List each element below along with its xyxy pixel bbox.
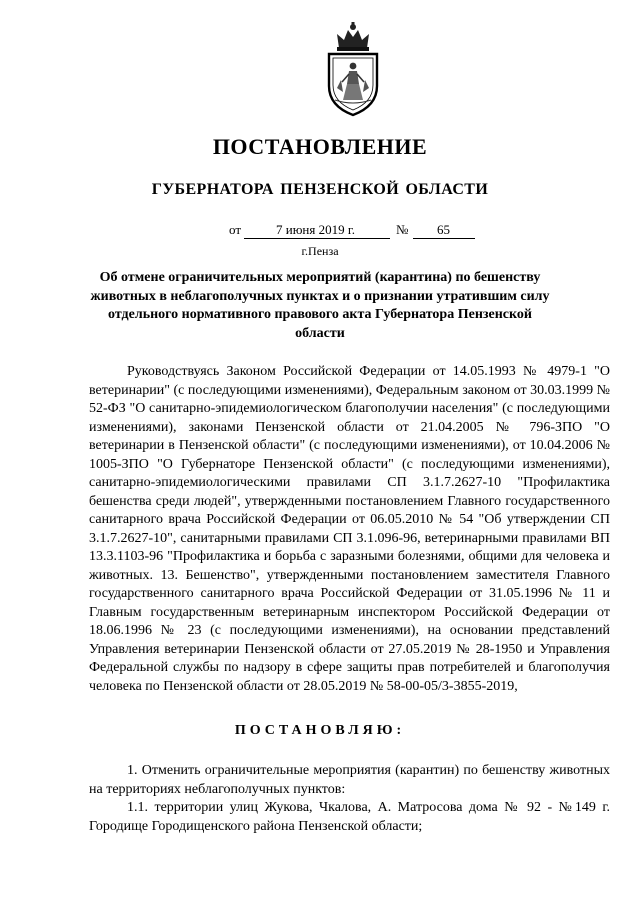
preamble-block: [89, 363, 610, 696]
preamble-paragraph: Руководствуясь Законом Российской Федерации от 14.05.1993 № 4979-1 "О ветеринарии" (с последующими изменениями), Федеральным законом от 30.03.1999 № 52-ФЗ "О санитарно-эпидемиологическом благополучии населения" (с последующими изменениями), законами Пензенской области от 21.04.2005 № 796-ЗПО "О ветеринарии в Пензенской области" (с последующими изменениями), от 10.04.2006 № 1005-ЗПО "О Губернаторе Пензенской области" (с последующими изменениями), санитарно-эпидемиологическими правилами СП 3.1.7.2627-10 "Профилактика бешенства среди людей", утвержденными постановлением Главного государственного санитарного врача Российской Федерации от 06.05.2010 № 54 "Об утверждении СП 3.1.7.2627-10", санитарными правилами СП 3.1.096-96, ветеринарными правилами ВП 13.3.1103-96 "Профилактика и борьба с заразными болезнями, общими для человека и животных. 13. Бешенство", утвержденными постановлением заместителя Главного государственного санитарного врача Российской Федерации от 31.05.1996 № 11 и Главным государственным ветеринарным инспектором Российской Федерации от 18.06.1996 № 23 (с последующими изменениями), на основании представлений Управления ветеринарии Пензенской области от 27.05.2019 № 28-1950 и Управления Федеральной службы по надзору в сфере защиты прав потребителей и благополучия человека по Пензенской области от 28.05.2019 № 58-00-05/3-3855-2019,: [89, 364, 610, 694]
items-block: [89, 762, 610, 836]
document-title: ПОСТАНОВЛЕНИЕ: [212, 134, 428, 159]
item-1: 1. Отменить ограничительные мероприятия (карантин) по бешенству животных на территориях неблагополучных пунктов:: [89, 763, 610, 797]
number-label: №: [396, 222, 409, 237]
item-1-1: 1.1. территории улиц Жукова, Чкалова, А. Матросова дома № 92 - №149 г. Городище Городищенского района Пензенской области;: [89, 800, 610, 834]
penza-coat-of-arms-icon: [323, 22, 383, 118]
date-underline: [244, 238, 390, 239]
document-date: 7 июня 2019 г.: [276, 222, 355, 237]
document-subtitle: ГУБЕРНАТОРА ПЕНЗЕНСКОЙ ОБЛАСТИ: [151, 181, 489, 198]
decree-word: ПОСТАНОВЛЯЮ:: [234, 723, 406, 738]
city: г.Пенза: [301, 244, 339, 258]
document-heading: Об отмене ограничительных мероприятий (карантина) по бешенству животных в неблагополучных пунктах и о признании утратившим силу отдельного нормативного правового акта Губернатора Пензенской области: [90, 270, 550, 341]
date-from-label: от: [229, 222, 242, 237]
document-number: 65: [437, 222, 450, 237]
number-underline: [413, 238, 475, 239]
